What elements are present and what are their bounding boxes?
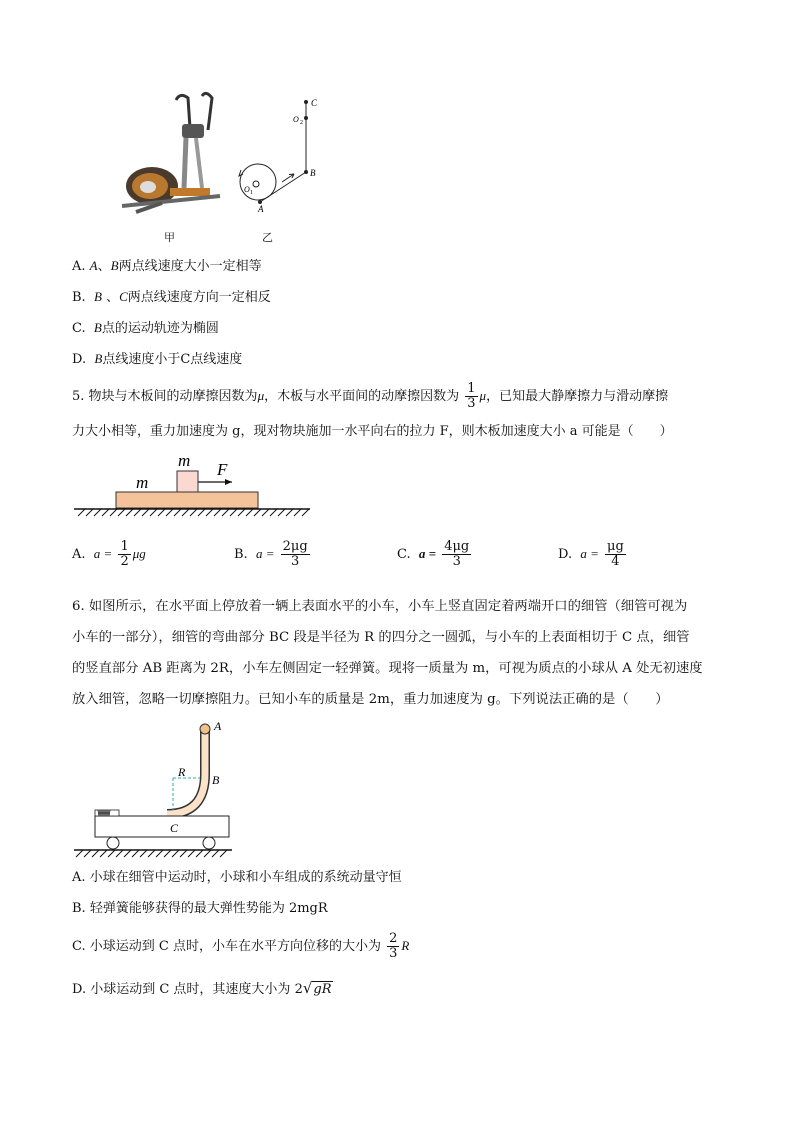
q6-option-c[interactable]: C. 小球运动到 C 点时，小车在水平方向位移的大小为 $\frac{2}{3}$ R <box>72 931 410 961</box>
q5-option-c[interactable]: C. a = $\frac{4\mu g}{3}$ <box>397 539 470 569</box>
tube-opening <box>200 724 210 734</box>
q6-stem-line3: 的竖直部分 AB 距离为 2R，小车左侧固定一轻弹簧。现将一质量为 m，可视为质点的小球从 A 处无初速度 <box>72 661 703 676</box>
label-O1: O <box>244 185 250 194</box>
label-B: B <box>310 168 316 178</box>
board <box>116 492 258 508</box>
q4-option-d[interactable]: D. B点线速度小于C点线速度 <box>72 351 243 367</box>
q5-stem-line2: 力大小相等，重力加速度为 g，现对物块施加一水平向右的拉力 F，则木板加速度大小 a 可能是（ ） <box>72 424 673 439</box>
label-m-block: m <box>178 451 191 470</box>
label-C-cart: C <box>170 821 179 835</box>
label-F: F <box>217 460 228 479</box>
label-O1-sub: 1 <box>250 190 253 196</box>
label-A: A <box>258 204 264 214</box>
q4-option-b[interactable]: B. B 、C两点线速度方向一定相反 <box>72 289 271 305</box>
figure-elliptical <box>110 88 340 218</box>
q4-option-c[interactable]: C. B点的运动轨迹为椭圆 <box>72 320 219 336</box>
q6-option-a[interactable]: A. 小球在细管中运动时，小球和小车组成的系统动量守恒 <box>72 870 402 885</box>
cart-body <box>95 816 229 837</box>
q5-stem-line1: 5. 物块与木板间的动摩擦因数为μ，木板与水平面间的动摩擦因数为 $\frac{1}{3}$ μ，已知最大静摩擦力与滑动摩擦 <box>72 381 669 411</box>
q5-option-d[interactable]: D. a = $\frac{\mu g}{4}$ <box>558 539 624 569</box>
wheel-right <box>203 837 215 849</box>
label-m-board: m <box>136 473 149 492</box>
ground-hatching <box>78 509 309 516</box>
label-A-tube: A <box>214 719 222 733</box>
q6-option-d[interactable]: D. 小球运动到 C 点时，其速度大小为 2√gR <box>72 979 332 997</box>
block <box>177 471 198 492</box>
q4-option-a[interactable]: A. A、B两点线速度大小一定相等 <box>72 258 262 274</box>
figure-cart-tube <box>72 716 242 862</box>
label-O2-sub: 2 <box>300 120 303 126</box>
label-B-tube: B <box>212 773 220 787</box>
q6-option-b[interactable]: B. 轻弹簧能够获得的最大弹性势能为 2mgR <box>72 901 328 916</box>
q6-stem-line2: 小车的一部分），细管的弯曲部分 BC 段是半径为 R 的四分之一圆弧，与小车的上表面相切于 C 点，细管 <box>72 630 690 645</box>
figure-block-board <box>72 450 317 522</box>
q6-stem-line4: 放入细管，忽略一切摩擦阻力。已知小车的质量是 2m，重力加速度为 g。下列说法正确的是（ ） <box>72 692 669 707</box>
fraction-one-third: $\frac{1}{3}$ <box>467 381 476 411</box>
wheel-left <box>107 837 119 849</box>
label-C: C <box>311 98 318 108</box>
q6-stem-line1: 6. 如图所示，在水平面上停放着一辆上表面水平的小车，小车上竖直固定着两端开口的细管（细管可视为 <box>72 599 688 614</box>
q5-option-b[interactable]: B. a = $\frac{2\mu g}{3}$ <box>234 539 308 569</box>
elliptical-trainer-image <box>122 93 220 212</box>
q5-option-a[interactable]: A. a = $\frac{1}{2}$ μg <box>72 539 146 569</box>
caption-yi: 乙 <box>262 231 273 244</box>
caption-jia: 甲 <box>164 231 175 244</box>
ground-hatching-q6 <box>76 850 227 857</box>
label-R: R <box>178 765 186 779</box>
label-O2: O <box>293 115 299 124</box>
